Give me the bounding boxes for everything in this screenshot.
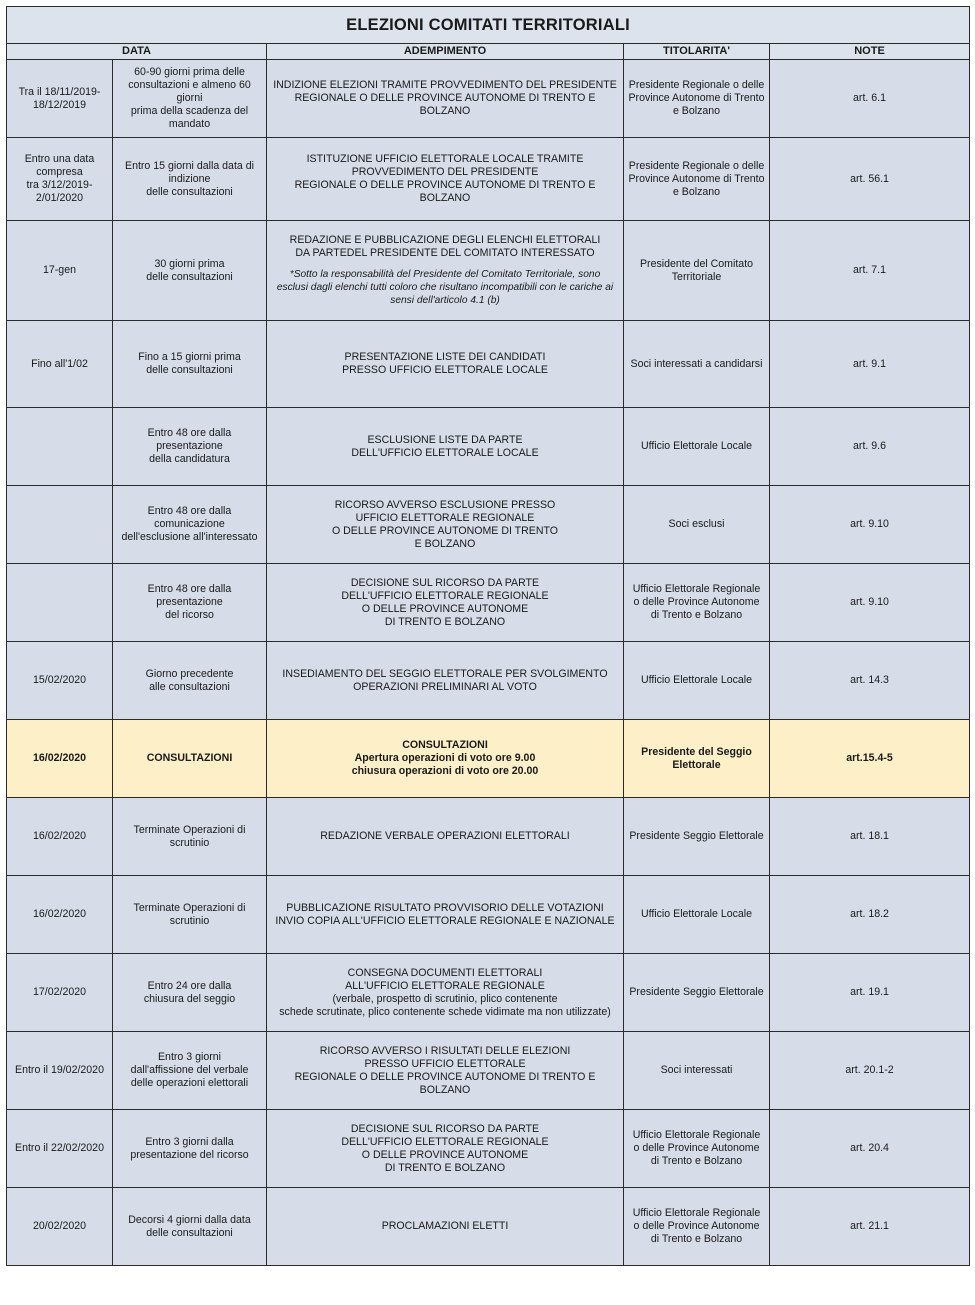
cell-term-text: 60-90 giorni prima delle consultazioni e almeno 60 giorni prima della scadenza del mandato [128, 66, 251, 130]
cell-date [7, 954, 113, 1032]
table-row [7, 1110, 970, 1188]
cell-task-text: REDAZIONE E PUBBLICAZIONE DEGLI ELENCHI ELETTORALI DA PARTEDEL PRESIDENTE DEL COMITATO INTERESSATO [289, 234, 601, 259]
cell-term [113, 60, 267, 138]
cell-owner [624, 564, 770, 642]
cell-note-text: art. 7.1 [853, 264, 887, 276]
cell-term [113, 1110, 267, 1188]
cell-date [7, 1032, 113, 1110]
cell-task [267, 642, 624, 720]
cell-date [7, 221, 113, 321]
cell-owner [624, 720, 770, 798]
table-row [7, 138, 970, 221]
header-adempimento: ADEMPIMENTO [267, 44, 624, 60]
cell-note-text: art. 9.10 [850, 596, 889, 608]
cell-date-text: 20/02/2020 [32, 1220, 87, 1232]
cell-owner-text: Soci interessati [660, 1064, 733, 1076]
cell-date [7, 1188, 113, 1266]
table-row [7, 486, 970, 564]
cell-term [113, 876, 267, 954]
cell-owner-text: Soci interessati a candidarsi [630, 357, 763, 370]
table-row [7, 321, 970, 408]
cell-task [267, 876, 624, 954]
cell-task-text: ESCLUSIONE LISTE DA PARTE DELL'UFFICIO ELETTORALE LOCALE [351, 433, 539, 459]
cell-owner [624, 876, 770, 954]
cell-task [267, 564, 624, 642]
cell-date [7, 60, 113, 138]
table-row [7, 798, 970, 876]
cell-task-text: CONSULTAZIONI Apertura operazioni di voto ore 9.00 chiusura operazioni di voto ore 20.00 [351, 739, 539, 777]
cell-term [113, 408, 267, 486]
cell-term [113, 564, 267, 642]
cell-task-text: DECISIONE SUL RICORSO DA PARTE DELL'UFFICIO ELETTORALE REGIONALE O DELLE PROVINCE AUTONOME DI TRENTO E BOLZANO [341, 1122, 549, 1174]
cell-task [267, 138, 624, 221]
cell-date-text: 16/02/2020 [32, 752, 87, 764]
cell-date-text: Entro il 22/02/2020 [15, 1142, 104, 1154]
cell-note [770, 408, 970, 486]
cell-task [267, 798, 624, 876]
table-row [7, 408, 970, 486]
cell-term-text: Entro 3 giorni dalla presentazione del ricorso [130, 1135, 249, 1161]
cell-note-text: art.15.4-5 [846, 752, 893, 764]
cell-date-text: 16/02/2020 [32, 908, 87, 920]
cell-owner-text: Presidente Regionale o delle Province Autonome di Trento e Bolzano [628, 159, 765, 198]
cell-term [113, 798, 267, 876]
cell-task-text: CONSEGNA DOCUMENTI ELETTORALI ALL'UFFICIO ELETTORALE REGIONALE (verbale, prospetto di scrutinio, plico contenente schede scrutinate, plico contenente schede vidimate ma non utilizzate) [279, 966, 611, 1018]
cell-owner-text: Ufficio Elettorale Regionale o delle Province Autonome di Trento e Bolzano [632, 583, 761, 621]
cell-owner [624, 486, 770, 564]
cell-task [267, 954, 624, 1032]
table-row [7, 221, 970, 321]
cell-owner [624, 642, 770, 720]
cell-owner [624, 954, 770, 1032]
cell-owner-text: Ufficio Elettorale Locale [640, 440, 753, 452]
cell-task-text: ISTITUZIONE UFFICIO ELETTORALE LOCALE TRAMITE PROVVEDIMENTO DEL PRESIDENTE REGIONALE O DELLE PROVINCE AUTONOME DI TRENTO E BOLZANO [294, 153, 596, 204]
cell-note [770, 60, 970, 138]
cell-owner [624, 1110, 770, 1188]
cell-note-text: art. 20.4 [850, 1142, 889, 1154]
cell-task-text: DECISIONE SUL RICORSO DA PARTE DELL'UFFICIO ELETTORALE REGIONALE O DELLE PROVINCE AUTONOME DI TRENTO E BOLZANO [341, 576, 549, 628]
cell-date [7, 876, 113, 954]
cell-date-text: 17-gen [43, 264, 76, 276]
cell-owner-text: Soci esclusi [668, 518, 725, 530]
cell-term-text: Giorno precedente alle consultazioni [145, 667, 234, 693]
table-row [7, 1188, 970, 1266]
cell-task-text: INSEDIAMENTO DEL SEGGIO ELETTORALE PER SVOLGIMENTO OPERAZIONI PRELIMINARI AL VOTO [282, 667, 608, 693]
cell-task [267, 408, 624, 486]
cell-note [770, 1032, 970, 1110]
cell-term-text: Entro 3 giorni dall'affissione del verbale delle operazioni elettorali [130, 1051, 249, 1089]
cell-note-text: art. 21.1 [850, 1220, 889, 1232]
cell-note [770, 642, 970, 720]
cell-task-text: RICORSO AVVERSO I RISULTATI DELLE ELEZIONI PRESSO UFFICIO ELETTORALE REGIONALE O DELLE PROVINCE AUTONOME DI TRENTO E BOLZANO [294, 1044, 596, 1096]
cell-term [113, 486, 267, 564]
cell-note [770, 720, 970, 798]
cell-owner [624, 138, 770, 221]
cell-term-text: Fino a 15 giorni prima delle consultazioni [138, 351, 241, 376]
cell-note [770, 221, 970, 321]
cell-owner-text: Ufficio Elettorale Regionale o delle Province Autonome di Trento e Bolzano [632, 1129, 761, 1167]
cell-note [770, 798, 970, 876]
cell-note-text: art. 19.1 [850, 986, 889, 998]
cell-term-text: Decorsi 4 giorni dalla data delle consultazioni [128, 1213, 251, 1239]
cell-term-text: 30 giorni prima delle consultazioni [146, 257, 233, 283]
cell-note [770, 1110, 970, 1188]
cell-note-text: art. 18.2 [850, 908, 889, 920]
cell-term-text: Entro 48 ore dalla presentazione della candidatura [147, 427, 232, 465]
cell-date-text: Tra il 18/11/2019- 18/12/2019 [18, 85, 101, 111]
cell-note-text: art. 18.1 [850, 830, 889, 842]
header-data: DATA [7, 44, 267, 60]
cell-task [267, 1110, 624, 1188]
cell-term-text: Entro 15 giorni dalla data di indizione delle consultazioni [125, 159, 254, 198]
cell-note [770, 876, 970, 954]
cell-task [267, 60, 624, 138]
cell-date [7, 642, 113, 720]
cell-date-text: Entro una data compresa tra 3/12/2019- 2/01/2020 [24, 153, 95, 204]
cell-date [7, 564, 113, 642]
cell-owner [624, 321, 770, 408]
cell-date [7, 720, 113, 798]
cell-note [770, 564, 970, 642]
cell-date [7, 138, 113, 221]
cell-date-text: 17/02/2020 [32, 986, 87, 998]
cell-task [267, 221, 624, 321]
cell-owner-text: Presidente Seggio Elettorale [629, 986, 764, 998]
cell-term [113, 642, 267, 720]
table-row [7, 60, 970, 138]
cell-date [7, 1110, 113, 1188]
cell-term-text: Terminate Operazioni di scrutinio [133, 823, 246, 849]
cell-note-text: art. 9.6 [853, 440, 887, 452]
cell-note-text: art. 6.1 [853, 92, 887, 104]
cell-term-text: Terminate Operazioni di scrutinio [133, 901, 246, 927]
cell-note-text: art. 9.1 [853, 357, 887, 370]
cell-task-text: INDIZIONE ELEZIONI TRAMITE PROVVEDIMENTO DEL PRESIDENTE REGIONALE O DELLE PROVINCE AUTONOME DI TRENTO E BOLZANO [273, 79, 617, 117]
table-row [7, 642, 970, 720]
cell-date-text: 15/02/2020 [32, 674, 87, 686]
header-note: NOTE [770, 44, 970, 60]
cell-term-text: CONSULTAZIONI [146, 752, 233, 764]
cell-term-text: Entro 48 ore dalla comunicazione dell'esclusione all'interessato [121, 505, 258, 543]
document-title: ELEZIONI COMITATI TERRITORIALI [7, 7, 970, 44]
table-row [7, 954, 970, 1032]
election-schedule-table [6, 6, 970, 1266]
cell-task [267, 720, 624, 798]
cell-term [113, 1032, 267, 1110]
cell-owner [624, 221, 770, 321]
cell-owner-text: Presidente Regionale o delle Province Autonome di Trento e Bolzano [628, 79, 765, 117]
cell-owner [624, 1188, 770, 1266]
cell-owner-text: Presidente del Comitato Territoriale [639, 257, 754, 283]
table-row [7, 564, 970, 642]
cell-note-text: art. 9.10 [850, 518, 889, 530]
cell-date-text: Fino all'1/02 [31, 357, 88, 370]
cell-note [770, 321, 970, 408]
cell-owner [624, 1032, 770, 1110]
cell-task-text: PROCLAMAZIONI ELETTI [381, 1220, 509, 1232]
cell-note-text: art. 14.3 [850, 674, 889, 686]
table-row [7, 876, 970, 954]
cell-note-text: art. 56.1 [850, 172, 889, 185]
cell-task [267, 486, 624, 564]
cell-term [113, 138, 267, 221]
cell-task-text: REDAZIONE VERBALE OPERAZIONI ELETTORALI [320, 830, 570, 842]
cell-task [267, 1188, 624, 1266]
cell-term-text: Entro 24 ore dalla chiusura del seggio [143, 979, 236, 1005]
cell-term [113, 321, 267, 408]
cell-owner [624, 60, 770, 138]
header-titolarita: TITOLARITA' [624, 44, 770, 60]
cell-task [267, 321, 624, 408]
cell-note [770, 954, 970, 1032]
cell-owner-text: Ufficio Elettorale Regionale o delle Province Autonome di Trento e Bolzano [632, 1207, 761, 1245]
cell-date [7, 486, 113, 564]
cell-note [770, 138, 970, 221]
cell-task-text: RICORSO AVVERSO ESCLUSIONE PRESSO UFFICIO ELETTORALE REGIONALE O DELLE PROVINCE AUTONOME DI TRENTO E BOLZANO [331, 498, 559, 550]
cell-owner [624, 798, 770, 876]
cell-term [113, 1188, 267, 1266]
cell-owner-text: Ufficio Elettorale Locale [640, 674, 753, 686]
cell-task-text: PRESENTAZIONE LISTE DEI CANDIDATI PRESSO UFFICIO ELETTORALE LOCALE [342, 351, 548, 376]
cell-task-footnote: *Sotto la responsabilità del Presidente del Comitato Territoriale, sono esclusi dagli elenchi tutti coloro che risultano incompatibili con le cariche ai sensi dell'articolo 4.1 (b) [276, 269, 614, 306]
cell-term [113, 221, 267, 321]
cell-date [7, 321, 113, 408]
cell-owner [624, 408, 770, 486]
cell-term [113, 954, 267, 1032]
cell-task-text: PUBBLICAZIONE RISULTATO PROVVISORIO DELLE VOTAZIONI INVIO COPIA ALL'UFFICIO ELETTORALE REGIONALE E NAZIONALE [275, 901, 615, 927]
schedule-rows [7, 60, 970, 1266]
cell-owner-text: Presidente del Seggio Elettorale [641, 745, 752, 771]
cell-term [113, 720, 267, 798]
cell-note [770, 486, 970, 564]
table-row [7, 720, 970, 798]
table-row [7, 1032, 970, 1110]
cell-date-text: 16/02/2020 [32, 830, 87, 842]
cell-date [7, 408, 113, 486]
cell-owner-text: Ufficio Elettorale Locale [640, 908, 753, 920]
cell-note-text: art. 20.1-2 [845, 1064, 894, 1076]
cell-term-text: Entro 48 ore dalla presentazione del ricorso [147, 583, 232, 621]
cell-owner-text: Presidente Seggio Elettorale [629, 830, 764, 842]
cell-note [770, 1188, 970, 1266]
cell-date [7, 798, 113, 876]
cell-task [267, 1032, 624, 1110]
cell-date-text: Entro il 19/02/2020 [15, 1064, 104, 1076]
